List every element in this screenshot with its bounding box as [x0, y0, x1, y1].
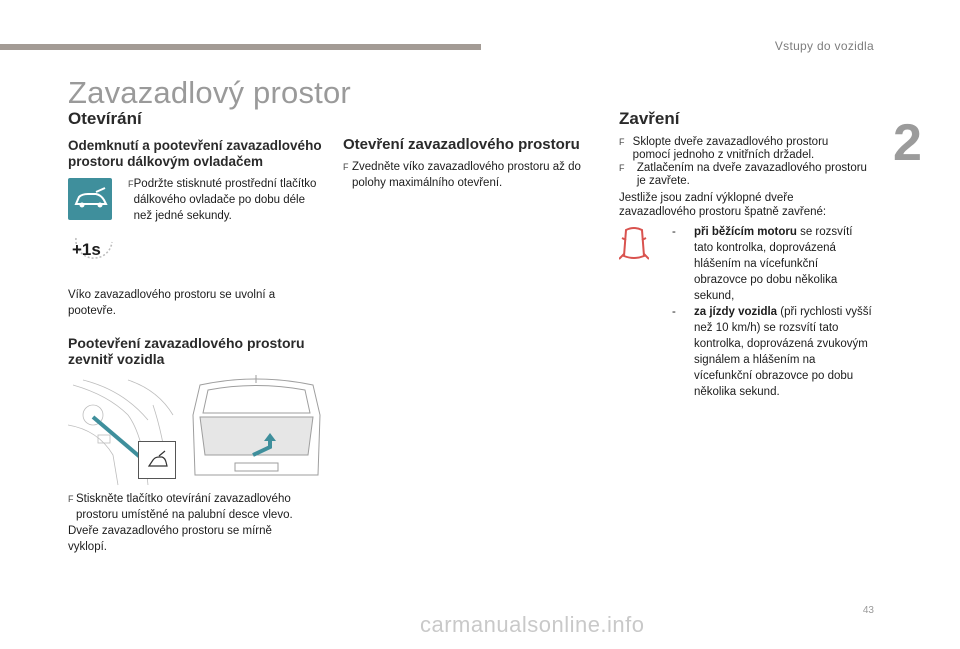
inside-instruction: F Stiskněte tlačítko otevírání zavazadlového prostoru umístěné na palubní desce vlevo. — [68, 493, 293, 521]
hold-one-second-badge — [68, 232, 118, 266]
opening-heading: Otevírání — [68, 109, 142, 128]
chapter-number: 2 — [893, 114, 922, 172]
closing-heading: Zavření — [619, 109, 680, 128]
section-label: Vstupy do vozidla — [774, 39, 874, 53]
arrow-bullet-icon: F — [68, 494, 74, 504]
remote-instruction: F Podržte stisknuté prostřední tlačítko dálkového ovladače po dobu déle než jedné sekundy. — [128, 178, 317, 222]
car-trunk-icon — [68, 178, 112, 220]
open-door-warning-icon — [619, 226, 649, 262]
svg-text:+1s: +1s — [72, 240, 101, 259]
inside-opening-subheading: Pootevření zavazadlového prostoru zevnitř vozidla — [68, 335, 305, 367]
top-rule — [0, 44, 481, 50]
open-trunk-instruction: F Zvedněte víko zavazadlového prostoru až do polohy maximálního otevření. — [343, 161, 581, 189]
open-trunk-heading: Otevření zavazadlového prostoru — [343, 136, 580, 153]
lid-release-text: Víko zavazadlového prostoru se uvolní a pootevře. — [68, 289, 276, 317]
arrow-bullet-icon: F — [619, 163, 625, 173]
page-title: Zavazadlový prostor — [68, 75, 351, 110]
arrow-bullet-icon: F — [343, 162, 349, 172]
page-number: 43 — [862, 605, 874, 616]
door-tilt-text: Dveře zavazadlového prostoru se mírně vyklopí. — [68, 525, 272, 553]
remote-opening-subheading: Odemknutí a pootevření zavazadlového prostoru dálkovým ovladačem — [68, 138, 322, 169]
closing-steps: F Sklopte dveře zavazadlového prostoru pomocí jednoho z vnitřních držadel. F Zatlačením na dveře zavazadlového prostoru je zavřete. — [619, 136, 867, 187]
badly-closed-intro: Jestliže jsou zadní výklopné dveře zavazadlového prostoru špatně zavřené: — [619, 192, 827, 218]
arrow-bullet-icon: F — [128, 179, 134, 189]
warning-conditions-list: - při běžícím motoru se rozsvítí tato kontrolka, doprovázená hlášením na vícefunkční obrazovce po dobu několika sekund, - za jízdy vozidla (při rychlosti vyšší než 10 km/h) se rozsvítí tato kontrolka, doprovázená zvukovým signálem a hlášením na vícefunkční obrazovce po dobu několika sekund. — [672, 226, 872, 398]
watermark: carmanualsonline.info — [420, 612, 645, 637]
trunk-release-button-icon — [138, 441, 176, 479]
tailgate-illustration — [190, 375, 323, 487]
arrow-bullet-icon: F — [619, 137, 625, 147]
